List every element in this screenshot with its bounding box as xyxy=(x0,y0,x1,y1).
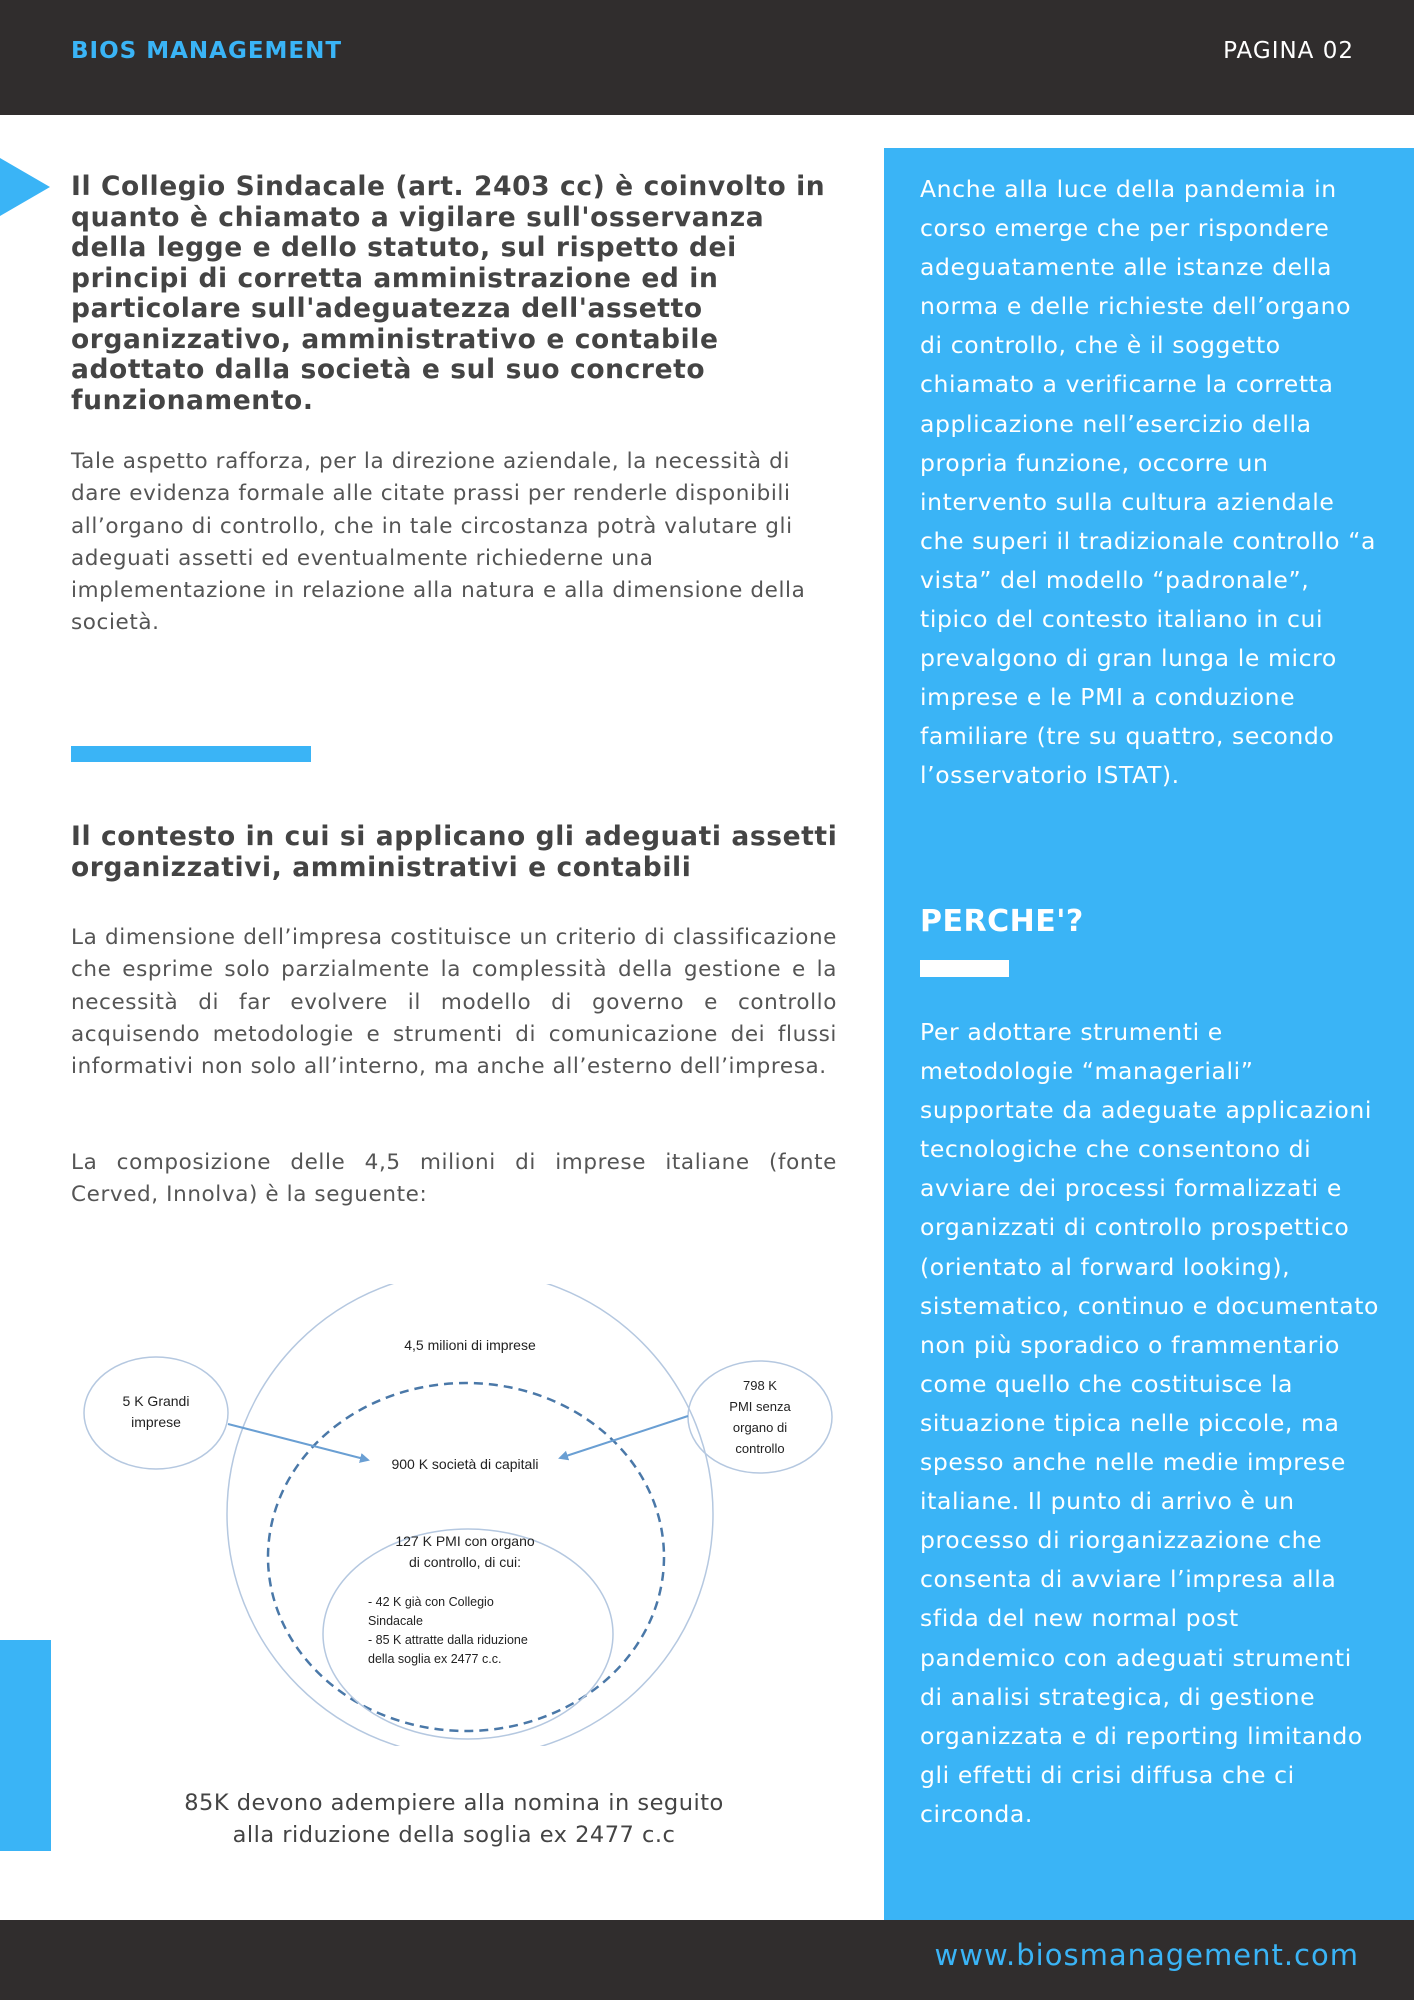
left-accent-bar xyxy=(0,1640,51,1851)
intro-heading: Il Collegio Sindacale (art. 2403 cc) è coinvolto in quanto è chiamato a vigilare sull'osservanza della legge e dello statuto, sul rispetto dei principi di corretta amministrazione ed in particolare sull'adeguatezza dell'assetto organizzativo, amministrativo e contabile adottato dalla società e sul suo concreto funzionamento. xyxy=(71,171,826,416)
sidebar-divider xyxy=(920,960,1009,977)
diagram-caption xyxy=(71,1787,837,1851)
sme-no-control-label: controllo xyxy=(735,1441,785,1456)
large-companies-label: imprese xyxy=(131,1414,181,1430)
body-paragraph: La composizione delle 4,5 milioni di imprese italiane (fonte Cerved, Innolva) è la seguente: xyxy=(71,1150,837,1208)
caption-line: alla riduzione della soglia ex 2477 c.c xyxy=(232,1822,676,1848)
arrow-left xyxy=(228,1424,368,1460)
section-divider xyxy=(71,746,311,762)
sme-no-control-label: PMI senza xyxy=(729,1399,791,1414)
page-number: PAGINA 02 xyxy=(1223,38,1354,64)
inner-detail: - 85 K attratte dalla riduzione xyxy=(368,1633,528,1647)
large-companies-label: 5 K Grandi xyxy=(122,1393,190,1409)
brand-name: BIOS MANAGEMENT xyxy=(71,38,343,64)
inner-label: di controllo, di cui: xyxy=(408,1554,522,1570)
header-bar xyxy=(0,0,1414,115)
capital-companies-label: 900 K società di capitali xyxy=(391,1456,539,1472)
inner-label: 127 K PMI con organo xyxy=(395,1533,535,1549)
sme-no-control-label: 798 K xyxy=(743,1378,777,1393)
intro-paragraph: Tale aspetto rafforza, per la direzione aziendale, la necessità di dare evidenza formale alle citate prassi per renderle disponibili all’organo di controllo, che in tale circostanza potrà valutare gli adeguati assetti ed eventualmente richiederne una implementazione in relazione alla natura e alla dimensione della società. xyxy=(71,449,806,636)
sme-no-control-label: organo di xyxy=(732,1420,788,1435)
large-companies-ellipse xyxy=(84,1357,228,1469)
website-link[interactable]: www.biosmanagement.com xyxy=(934,1938,1359,1972)
sidebar-title: PERCHE'? xyxy=(920,904,1084,939)
sidebar-paragraph: Per adottare strumenti e metodologie “manageriali” supportate da adeguate applicazioni tecnologiche che consentono di avviare dei processi formalizzati e organizzati di controllo prospettico (orientato al forward looking), sistematico, continuo e documentato non più sporadico o frammentario come quello che costituisce la situazione tipica nelle piccole, ma spesso anche nelle medie imprese italiane. Il punto di arrivo è un processo di riorganizzazione che consenta di avviare l’impresa alla sfida del new normal post pandemico con adeguati strumenti di analisi strategica, di gestione organizzata e di reporting limitando gli effetti di crisi diffusa che ci circonda. xyxy=(920,1018,1380,1828)
arrow-marker-icon xyxy=(0,158,50,216)
sidebar-paragraph: Anche alla luce della pandemia in corso emerge che per rispondere adeguatamente alle istanze della norma e delle richieste dell’organo di controllo, che è il soggetto chiamato a verificarne la corretta applicazione nell’esercizio della propria funzione, occorre un intervento sulla cultura aziendale che superi il tradizionale controllo “a vista” del modello “padronale”, tipico del contesto italiano in cui prevalgono di gran lunga le micro imprese e le PMI a conduzione familiare (tre su quattro, secondo l’osservatorio ISTAT). xyxy=(920,175,1376,790)
business-composition-diagram xyxy=(74,1284,844,1746)
footer-bar xyxy=(0,1920,1414,2000)
inner-detail: Sindacale xyxy=(368,1614,423,1628)
section-title: Il contesto in cui si applicano gli adeguati assetti organizzativi, amministrativi e contabili xyxy=(71,821,838,883)
outer-label: 4,5 milioni di imprese xyxy=(404,1337,536,1353)
body-paragraph: La dimensione dell’impresa costituisce un criterio di classificazione che esprime solo parzialmente la complessità della gestione e la necessità di far evolvere il modello di governo e controllo acquisendo metodologie e strumenti di comunicazione dei flussi informativi non solo all’interno, ma anche all’esterno dell’impresa. xyxy=(71,925,837,1080)
outer-circle xyxy=(227,1284,713,1746)
inner-detail: - 42 K già con Collegio xyxy=(368,1595,494,1609)
caption-line: 85K devono adempiere alla nomina in seguito xyxy=(184,1790,724,1816)
inner-detail: della soglia ex 2477 c.c. xyxy=(368,1652,502,1666)
